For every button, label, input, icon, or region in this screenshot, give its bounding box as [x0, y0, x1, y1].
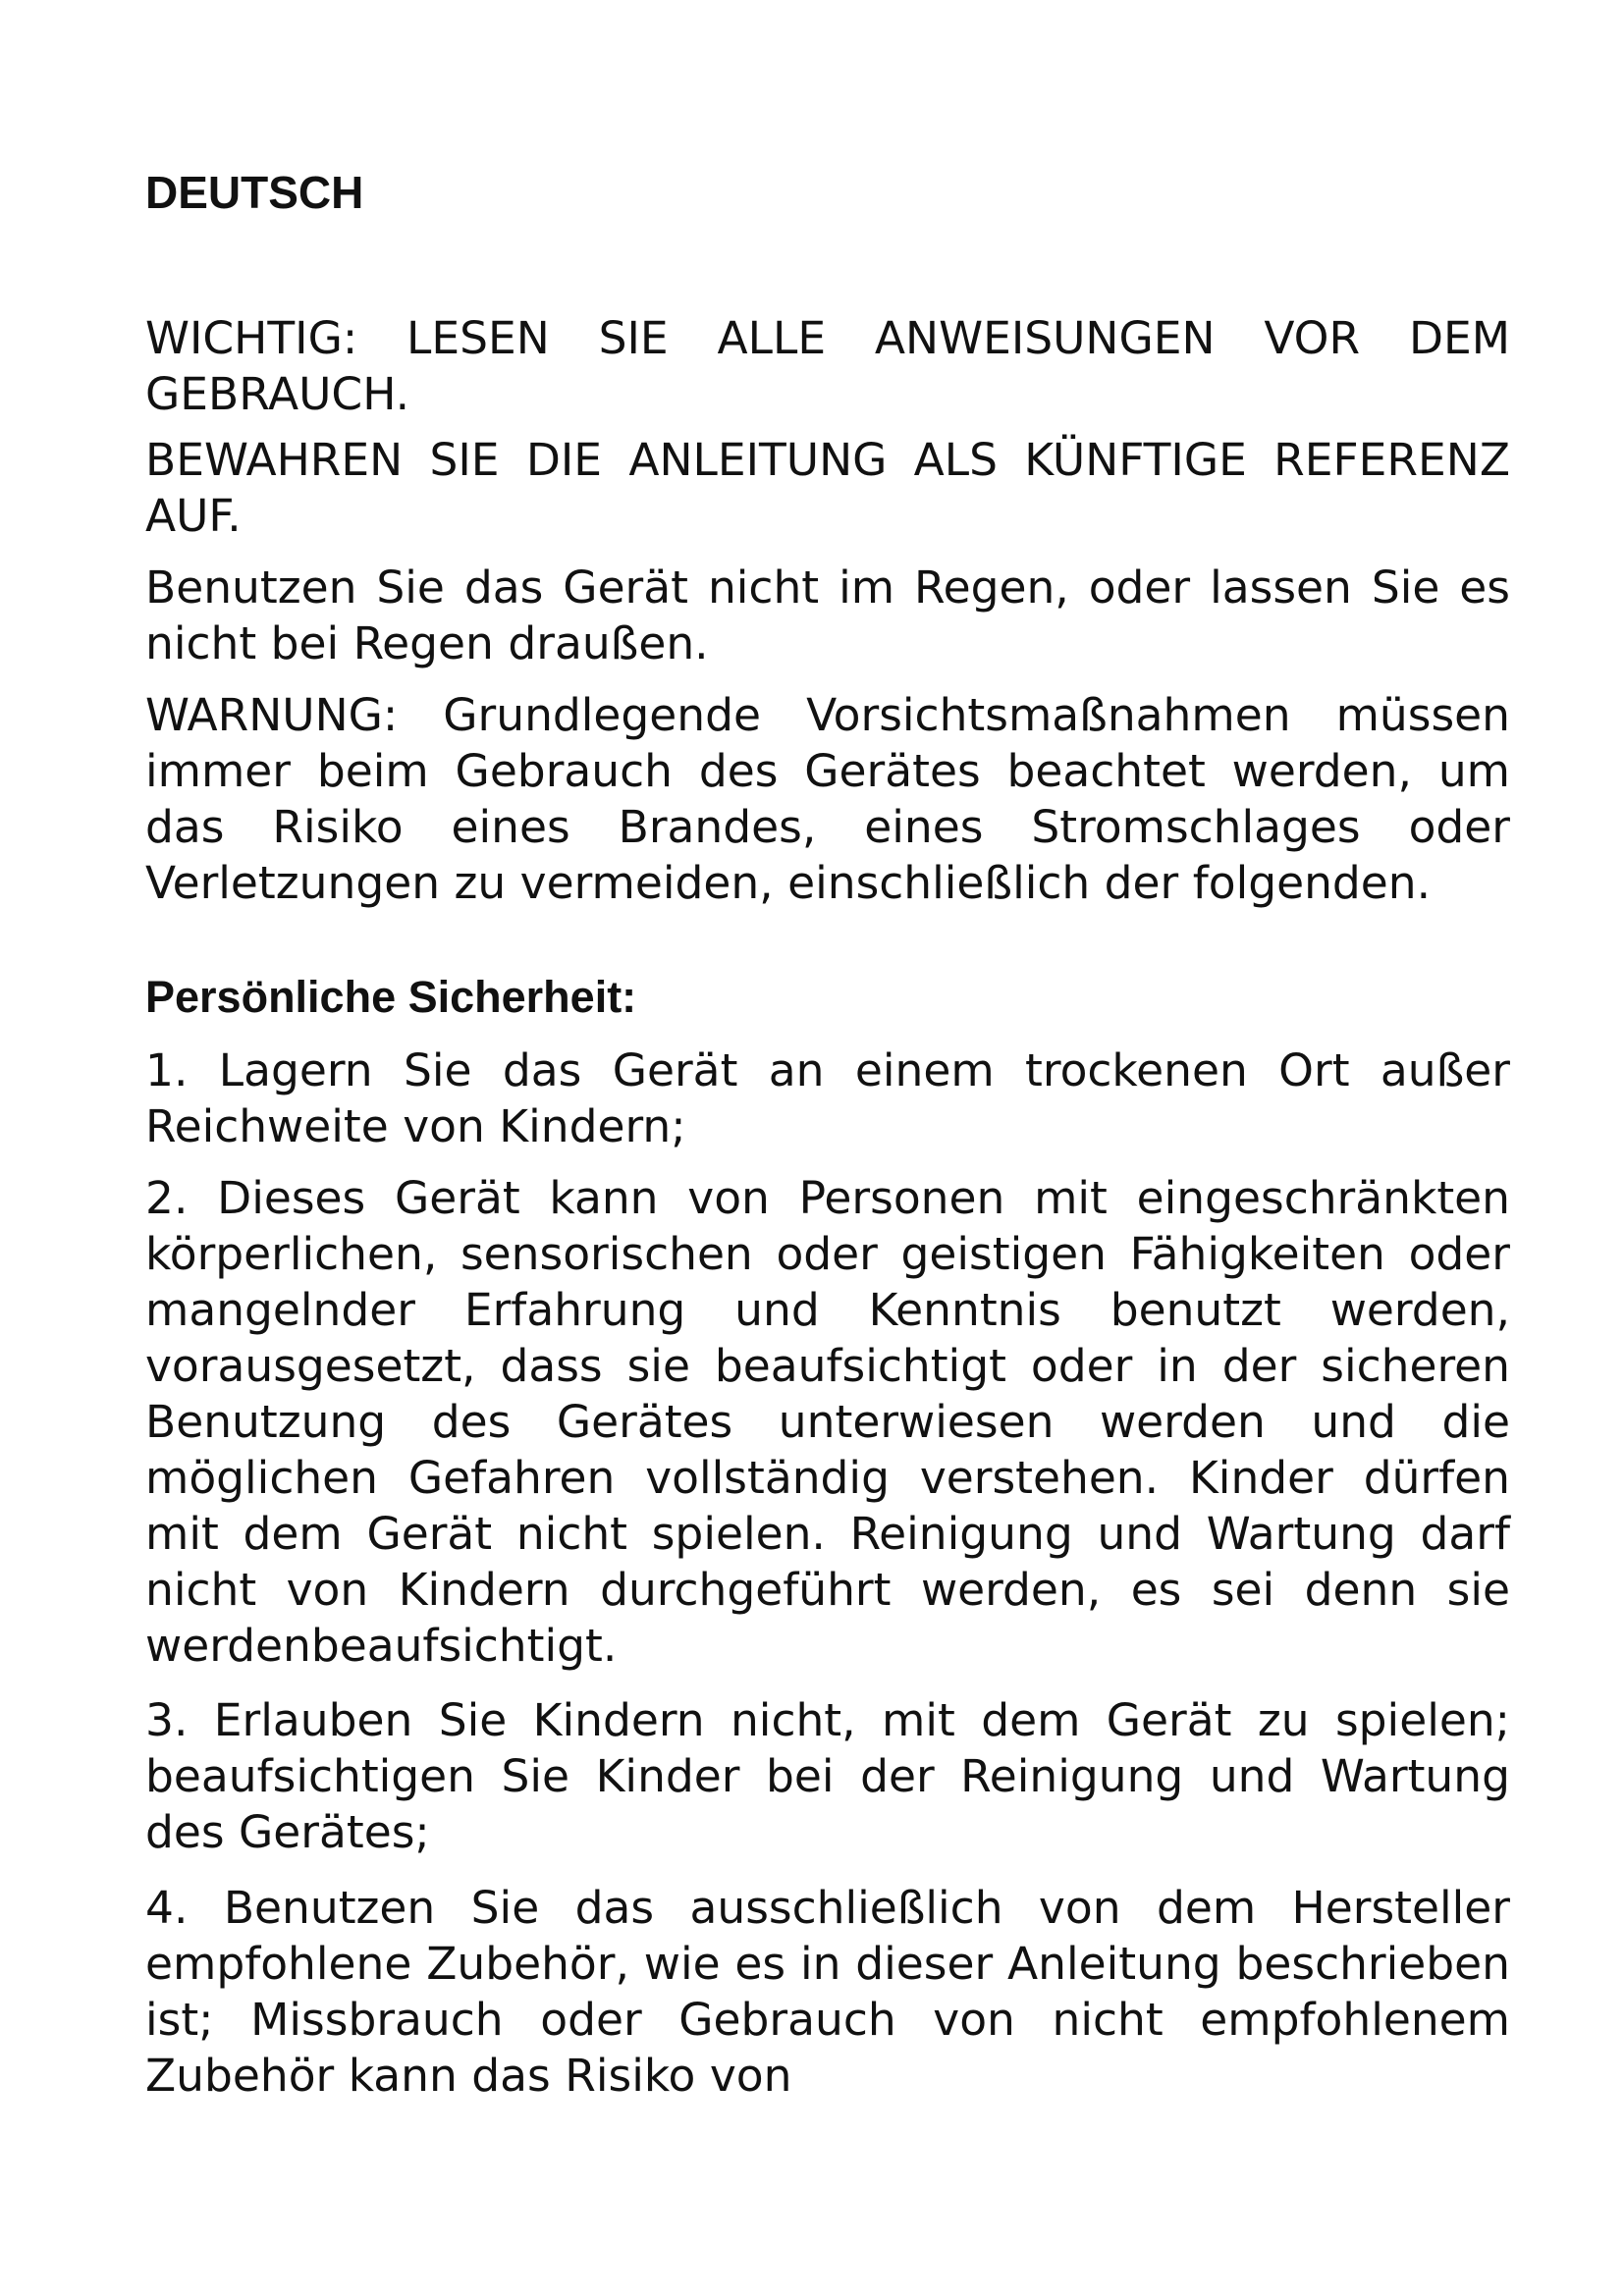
- keep-manual-notice: BEWAHREN SIE DIE ANLEITUNG ALS KÜNFTIGE REFERENZ AUF.: [145, 434, 1510, 542]
- rain-notice: Benutzen Sie das Gerät nicht im Regen, oder lassen Sie es nicht bei Regen draußen.: [145, 561, 1510, 669]
- safety-item-3: 3. Erlauben Sie Kindern nicht, mit dem Gerät zu spielen; beaufsichtigen Sie Kinder bei der Reinigung und Wartung des Gerätes;: [145, 1694, 1510, 1858]
- personal-safety-heading: Persönliche Sicherheit:: [145, 972, 637, 1022]
- important-notice: WICHTIG: LESEN SIE ALLE ANWEISUNGEN VOR DEM GEBRAUCH.: [145, 312, 1510, 420]
- warning-paragraph: WARNUNG: Grundlegende Vorsichtsmaßnahmen müssen immer beim Gebrauch des Gerätes beachtet werden, um das Risiko eines Brandes, eines Stromschlages oder Verletzungen zu vermeiden, einschließlich der folgenden.: [145, 689, 1510, 909]
- safety-item-4: 4. Benutzen Sie das ausschließlich von dem Hersteller empfohlene Zubehör, wie es in dieser Anleitung beschrieben ist; Missbrauch oder Gebrauch von nicht empfohlenem Zubehör kann das Risiko von: [145, 1882, 1510, 2102]
- safety-item-1: 1. Lagern Sie das Gerät an einem trockenen Ort außer Reichweite von Kindern;: [145, 1044, 1510, 1152]
- language-heading: DEUTSCH: [145, 167, 364, 218]
- safety-item-2: 2. Dieses Gerät kann von Personen mit eingeschränkten körperlichen, sensorischen oder geistigen Fähigkeiten oder mangelnder Erfahrung und Kenntnis benutzt werden, vorausgesetzt, dass sie beaufsichtigt oder in der sicheren Benutzung des Gerätes unterwiesen werden und die möglichen Gefahren vollständig verstehen. Kinder dürfen mit dem Gerät nicht spielen. Reinigung und Wartung darf nicht von Kindern durchgeführt werden, es sei denn sie werdenbeaufsichtigt.: [145, 1172, 1510, 1672]
